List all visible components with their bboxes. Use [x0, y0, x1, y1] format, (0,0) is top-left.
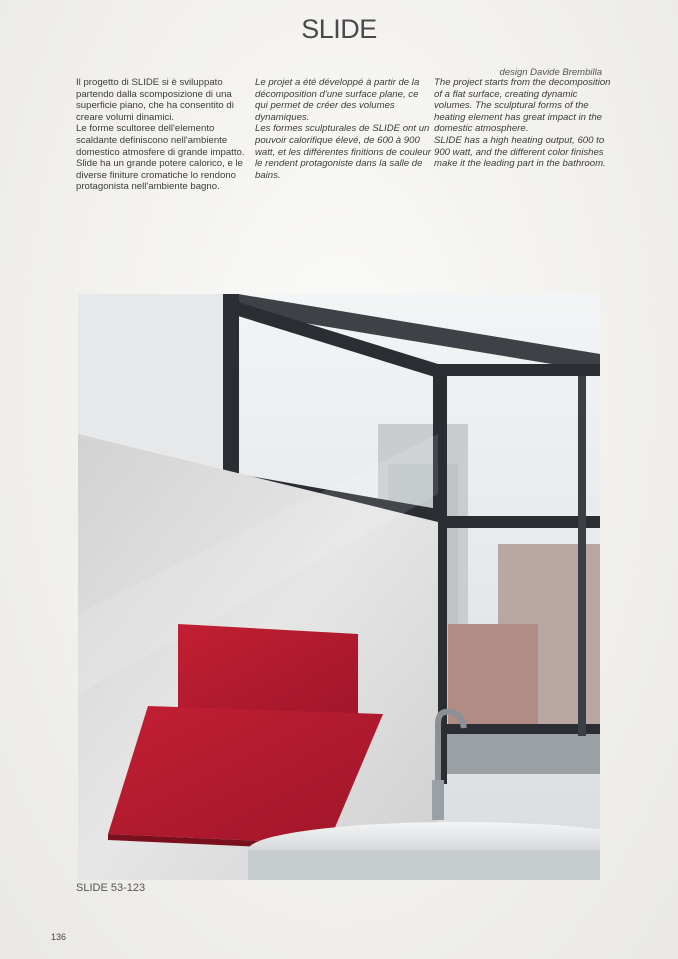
- product-photo: [78, 294, 600, 880]
- designer-credit: design Davide Brembilla: [499, 67, 602, 78]
- text-column-italian: [76, 77, 254, 193]
- photo-caption: SLIDE 53-123: [76, 882, 146, 894]
- french-paragraph: Les formes sculpturales de SLIDE ont un pouvoir calorifique élevé, de 600 à 900 watt, et les différentes finitions de couleur le rendent protagoniste dans la salle de bains.: [255, 123, 431, 181]
- text-column-french: [255, 77, 433, 181]
- italian-paragraph: Le forme scultoree dell'elemento scaldante definiscono nell'ambiente domestico atmosfere di grande impatto.: [76, 123, 245, 158]
- english-paragraph: SLIDE has a high heating output, 600 to 900 watt, and the different color finishes make it the leading part in the bathroom.: [434, 134, 606, 170]
- text-column-english: [434, 77, 612, 170]
- italian-paragraph: Slide ha un grande potere calorico, e le diverse finiture cromatiche lo rendono protagonista nell'ambiente bagno.: [76, 158, 243, 193]
- bathroom-scene-illustration: [78, 294, 600, 880]
- page-number: 136: [51, 932, 67, 942]
- page-title: SLIDE: [301, 14, 377, 44]
- english-paragraph: The project starts from the decomposition of a flat surface, creating dynamic volumes. The sculptural forms of the heating element has great impact in the domestic atmosphere.: [434, 77, 611, 135]
- french-paragraph: Le projet a été développé à partir de la décomposition d'une surface plane, ce qui permet de créer des volumes dynamiques.: [255, 77, 420, 123]
- italian-paragraph: Il progetto di SLIDE si è sviluppato partendo dalla scomposizione di una superficie piano, che ha consentito di creare volumi dinamici.: [76, 77, 234, 123]
